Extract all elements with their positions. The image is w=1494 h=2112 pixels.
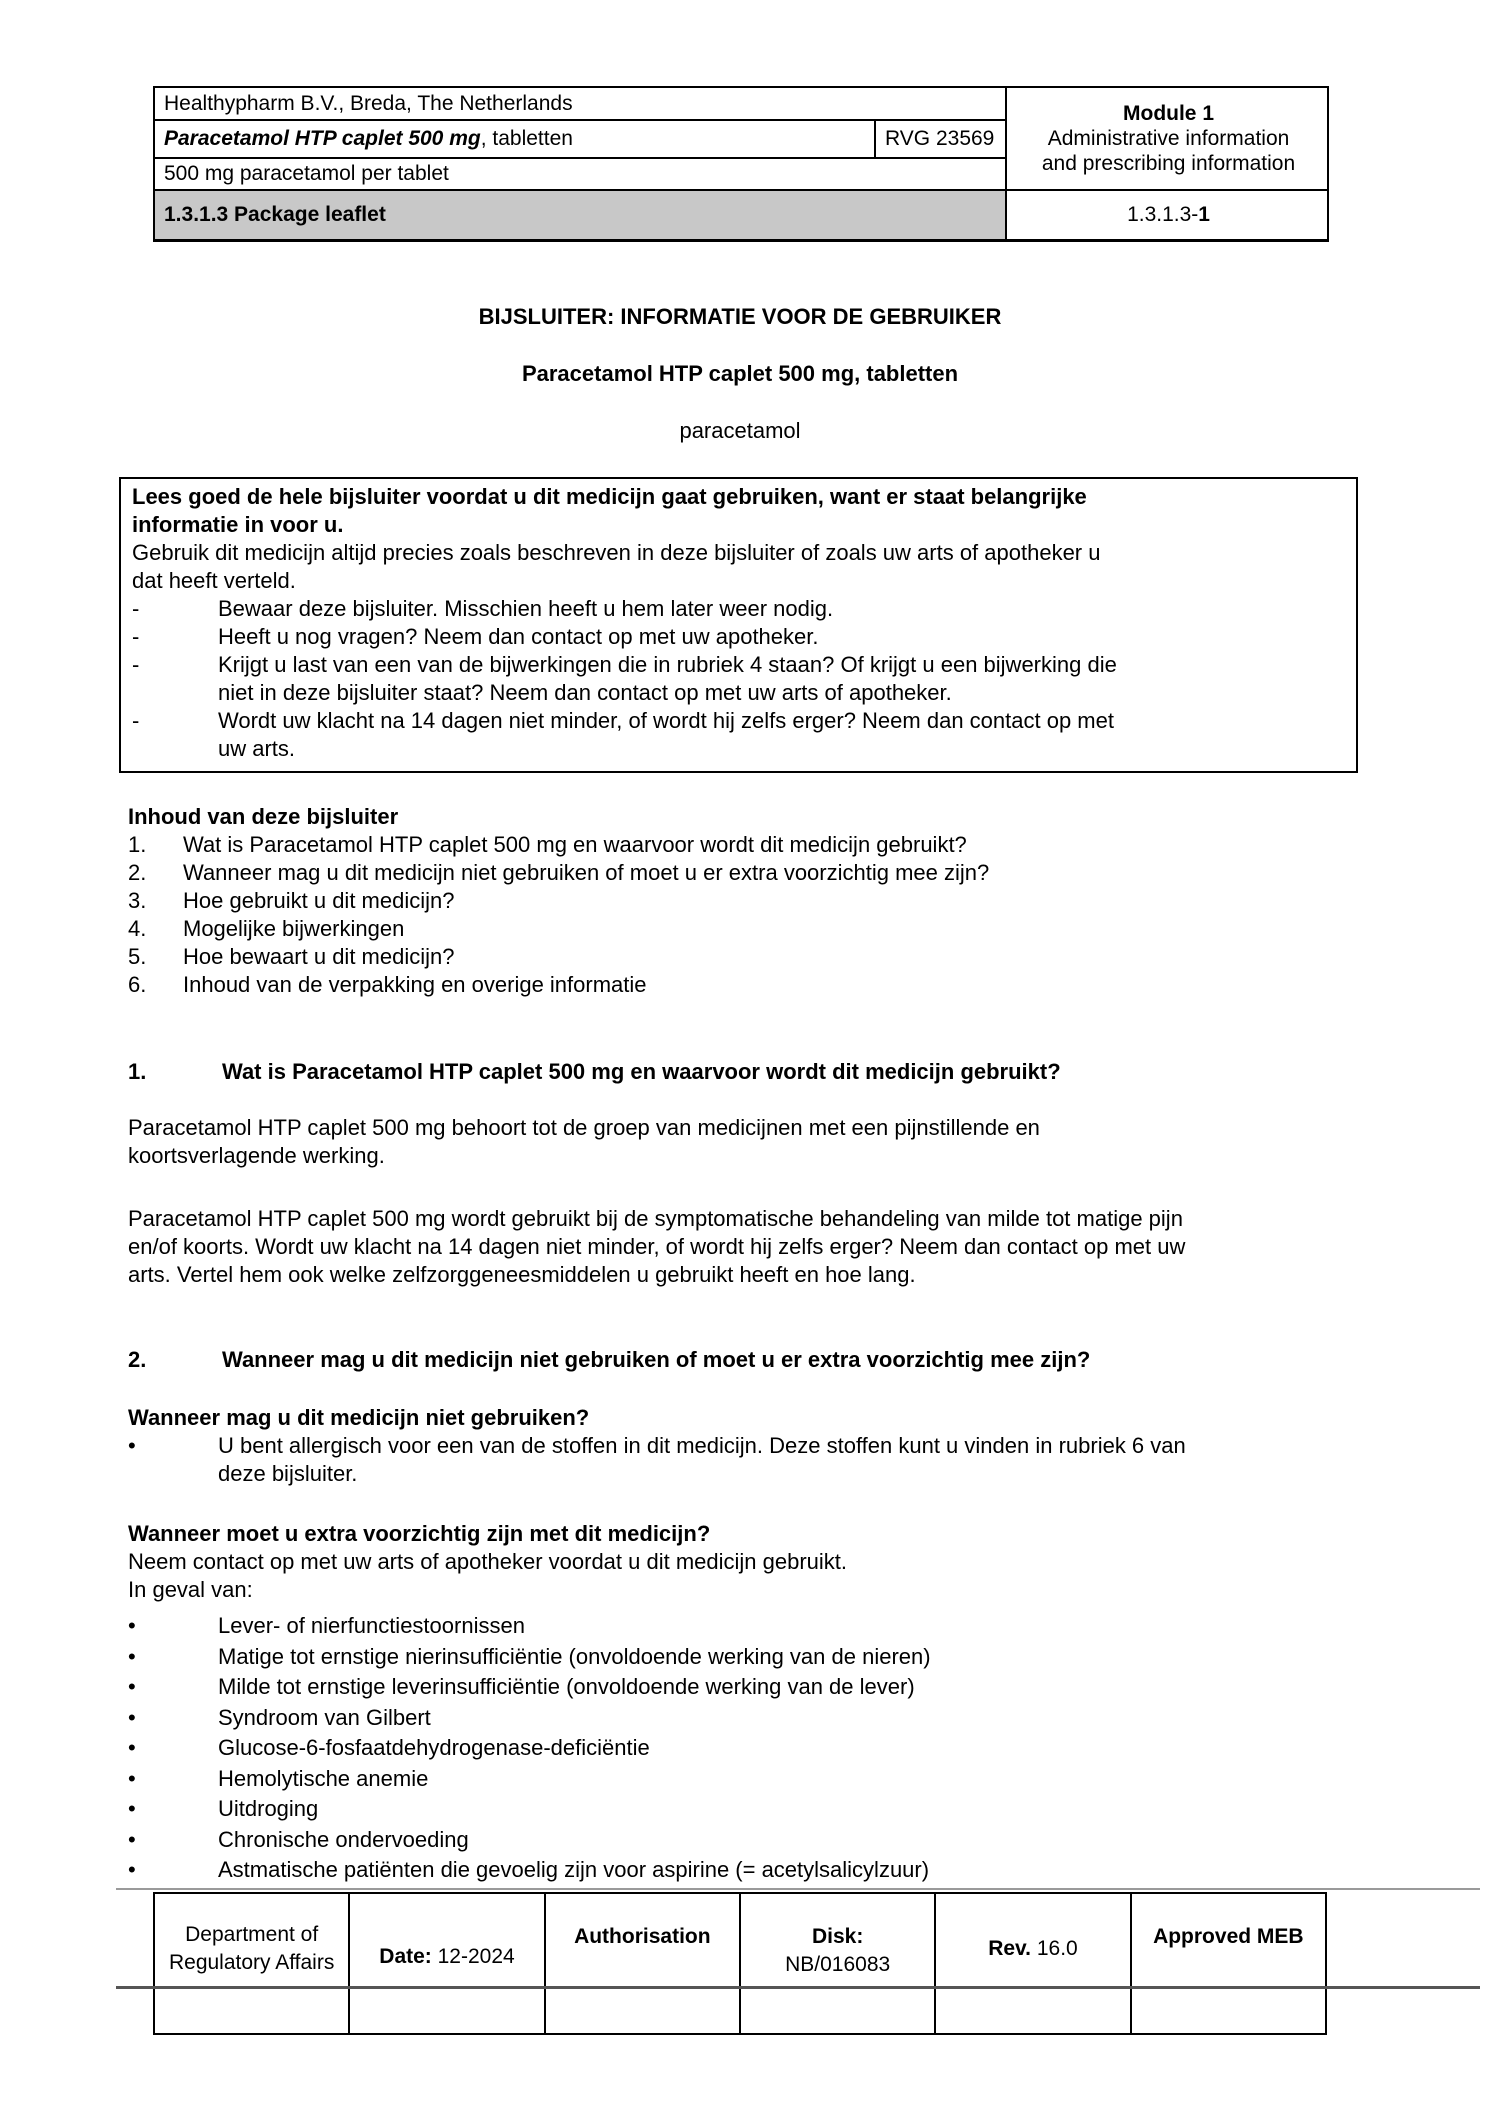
product-cell [154,120,875,158]
strength-cell: 500 mg paracetamol per tablet [154,158,1006,190]
dash-marker: - [132,652,140,677]
precaution-list [128,1612,1358,1884]
toc-item: 5. Hoe bewaart u dit medicijn? [128,944,455,969]
bullet-marker: • [128,1857,136,1882]
precaution-item: • Glucose-6-fosfaatdehydrogenase-deficiëntie [128,1735,650,1760]
warning-item: - Heeft u nog vragen? Neem dan contact op met uw apotheker. [132,624,819,649]
module-cell [1006,87,1328,190]
footer-table [153,1892,1327,2035]
precaution-item: • Astmatische patiënten die gevoelig zijn voor aspirine (= acetylsalicylzuur) [128,1857,930,1882]
page-ref-number: 1 [1198,203,1210,226]
active-substance: paracetamol [679,418,801,443]
read-leaflet-warning-box [119,477,1358,773]
warning-intro-bold: Lees goed de hele bijsluiter voordat u dit medicijn gaat gebruiken, want er staat belangrijke informatie in voor u. [132,484,1087,537]
toc-item: 1. Wat is Paracetamol HTP caplet 500 mg en waarvoor wordt dit medicijn gebruikt? [128,832,967,857]
product-name: Paracetamol HTP caplet 500 mg [164,127,481,150]
warning-item: - Wordt uw klacht na 14 dagen niet minder, of wordt hij zelfs erger? Neem dan contact op met uw arts. [132,708,1114,761]
toc-item: 4. Mogelijke bijwerkingen [128,916,405,941]
footer-authorisation-cell: Authorisation [545,1893,740,2034]
bullet-marker: • [128,1613,136,1638]
toc-item: 6. Inhoud van de verpakking en overige informatie [128,972,647,997]
footer-date-cell: Date: 12-2024 [349,1893,544,2034]
rvg-number-cell: RVG 23569 [875,120,1006,158]
footer-rev-cell: Rev. 16.0 [935,1893,1130,2034]
module-title: Module 1 [1123,102,1215,125]
bullet-marker: • [128,1433,136,1458]
bullet-marker: • [128,1704,136,1730]
section-2-sub2-heading: Wanneer moet u extra voorzichtig zijn met dit medicijn? [128,1521,711,1546]
precaution-item: • Matige tot ernstige nierinsufficiëntie (onvoldoende werking van de nieren) [128,1643,931,1669]
company-cell: Healthypharm B.V., Breda, The Netherlands [154,87,1006,120]
footer-separator-line [116,1888,1480,1890]
dash-marker: - [132,624,140,649]
toc-item: 2. Wanneer mag u dit medicijn niet gebruiken of moet u er extra voorzichtig mee zijn? [128,860,990,885]
section-2-sub1-heading: Wanneer mag u dit medicijn niet gebruiken? [128,1405,590,1430]
bullet-marker: • [128,1826,136,1852]
module-subtitle-line2: and prescribing information [1041,152,1296,175]
warning-item: - Krijgt u last van een van de bijwerkingen die in rubriek 4 staan? Of krijgt u een bijwerking die niet in deze bijsluiter staat? Neem dan contact op met uw arts of apotheker. [132,652,1117,705]
precaution-item: • Lever- of nierfunctiestoornissen [128,1613,525,1638]
toc-item: 3. Hoe gebruikt u dit medicijn? [128,888,455,913]
precaution-item: • Milde tot ernstige leverinsufficiëntie (onvoldoende werking van de lever) [128,1674,915,1699]
footer-approved-cell: Approved MEB [1131,1893,1326,2034]
bullet-marker: • [128,1765,136,1791]
section-title-cell: 1.3.1.3 Package leaflet [154,190,1006,241]
precaution-item: • Syndroom van Gilbert [128,1704,431,1730]
section-2 [128,1346,1358,1887]
section-2-sub2-intro2: In geval van: [128,1577,253,1602]
footer-department-cell: Department of Regulatory Affairs [154,1893,349,2034]
bullet-marker: • [128,1643,136,1669]
footer-bottom-line [116,1986,1480,1989]
bullet-marker: • [128,1735,136,1760]
section-1-para2: Paracetamol HTP caplet 500 mg wordt gebruikt bij de symptomatische behandeling van milde tot matige pijn en/of koorts. Wordt uw klacht na 14 dagen niet minder, of wordt hij zelfs erger? Neem dan contact op met uw arts. Vertel hem ook welke zelfzorggeneesmiddelen u gebruikt heeft en hoe lang. [128,1206,1186,1287]
product-suffix: , tabletten [480,127,573,150]
page-ref-prefix: 1.3.1.3- [1127,203,1199,226]
dash-marker: - [132,596,140,621]
warning-intro: Gebruik dit medicijn altijd precies zoals beschreven in deze bijsluiter of zoals uw arts of apotheker u dat heeft verteld. [132,540,1101,593]
dash-marker: - [132,708,140,733]
contraindication-item: • U bent allergisch voor een van de stoffen in dit medicijn. Deze stoffen kunt u vinden in rubriek 6 van deze bijsluiter. [128,1433,1186,1486]
section-1 [128,1058,1358,1289]
header-table [153,86,1329,242]
leaflet-title: BIJSLUITER: INFORMATIE VOOR DE GEBRUIKER [478,304,1002,329]
footer-disk-cell: Disk: NB/016083 [740,1893,935,2034]
section-1-heading: 1. Wat is Paracetamol HTP caplet 500 mg en waarvoor wordt dit medicijn gebruikt? [128,1059,1061,1084]
bullet-marker: • [128,1796,136,1821]
toc-block [128,803,1358,999]
precaution-item: • Uitdroging [128,1796,319,1821]
toc-heading: Inhoud van deze bijsluiter [128,804,399,829]
precaution-item: • Chronische ondervoeding [128,1826,469,1852]
section-2-sub2-intro1: Neem contact op met uw arts of apotheker voordat u dit medicijn gebruikt. [128,1549,848,1574]
precaution-item: • Hemolytische anemie [128,1765,429,1791]
warning-item: - Bewaar deze bijsluiter. Misschien heeft u hem later weer nodig. [132,596,834,621]
page-ref-cell [1006,190,1328,241]
bullet-marker: • [128,1674,136,1699]
module-subtitle-line1: Administrative information [1047,127,1290,150]
product-title: Paracetamol HTP caplet 500 mg, tabletten [521,361,959,386]
section-1-para1: Paracetamol HTP caplet 500 mg behoort tot de groep van medicijnen met een pijnstillende en koortsverlagende werking. [128,1115,1040,1168]
section-2-heading: 2. Wanneer mag u dit medicijn niet gebruiken of moet u er extra voorzichtig mee zijn? [128,1347,1091,1372]
